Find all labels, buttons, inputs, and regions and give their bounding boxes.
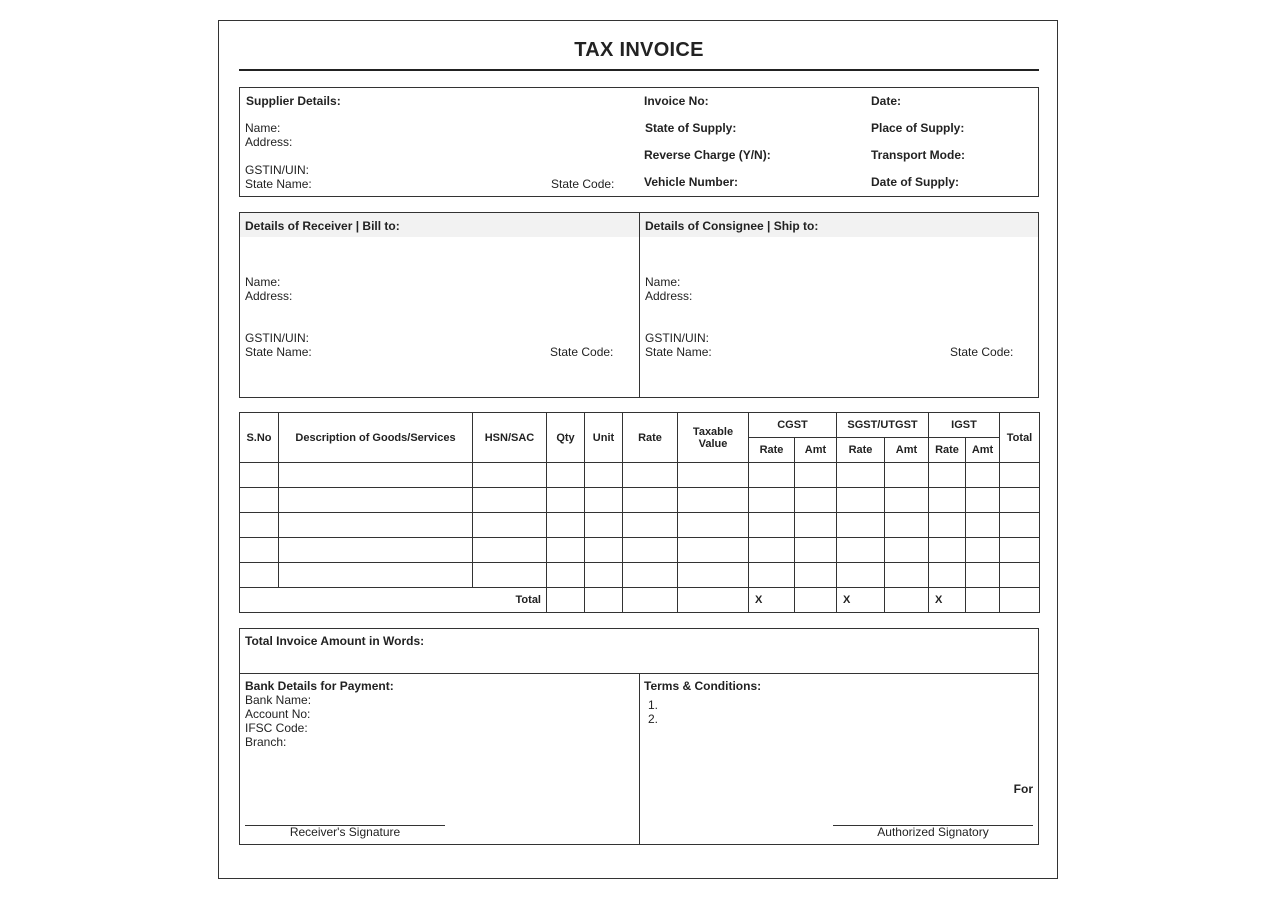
col-sno: S.No (240, 413, 279, 463)
table-cell (279, 563, 473, 588)
bank-name-label: Bank Name: (245, 693, 312, 707)
table-cell (749, 488, 795, 513)
table-cell (1000, 538, 1040, 563)
table-cell (623, 563, 678, 588)
total-rate-cell (623, 588, 678, 613)
consignee-name-label: Name: (645, 275, 681, 289)
col-sgst-rate: Rate (837, 438, 885, 463)
col-cgst-rate: Rate (749, 438, 795, 463)
account-no-label: Account No: (245, 707, 311, 721)
footer-column-divider (639, 674, 640, 844)
total-sgst-amt-cell (885, 588, 929, 613)
table-cell (795, 513, 837, 538)
col-total: Total (1000, 413, 1040, 463)
supplier-state-code-label: State Code: (551, 177, 615, 191)
table-cell (473, 513, 547, 538)
table-cell (279, 538, 473, 563)
table-cell (885, 488, 929, 513)
table-cell (929, 538, 966, 563)
item-rows (240, 463, 1040, 588)
supplier-heading: Supplier Details: (246, 94, 341, 108)
table-cell (966, 463, 1000, 488)
receiver-state-name-label: State Name: (245, 345, 312, 359)
table-cell (240, 563, 279, 588)
supplier-address-label: Address: (245, 135, 293, 149)
col-igst-amt: Amt (966, 438, 1000, 463)
supplier-gstin-label: GSTIN/UIN: (245, 163, 310, 177)
table-cell (1000, 513, 1040, 538)
table-cell (585, 513, 623, 538)
table-cell (678, 463, 749, 488)
col-sgst: SGST/UTGST (837, 413, 929, 438)
total-taxable-cell (678, 588, 749, 613)
table-cell (885, 538, 929, 563)
invoice-no-label: Invoice No: (644, 94, 709, 108)
table-cell (547, 488, 585, 513)
table-cell (240, 538, 279, 563)
total-qty-cell (547, 588, 585, 613)
column-divider (639, 213, 640, 397)
consignee-state-code-label: State Code: (950, 345, 1014, 359)
col-cgst: CGST (749, 413, 837, 438)
col-taxable-value: Taxable Value (678, 413, 749, 463)
table-row (240, 538, 1040, 563)
col-description: Description of Goods/Services (279, 413, 473, 463)
table-cell (749, 538, 795, 563)
footer-box (239, 628, 1039, 845)
cgst-x-mark: X (749, 588, 795, 613)
table-cell (585, 563, 623, 588)
receiver-signature-label: Receiver's Signature (289, 825, 401, 839)
table-cell (473, 463, 547, 488)
consignee-gstin-label: GSTIN/UIN: (645, 331, 710, 345)
bank-heading: Bank Details for Payment: (245, 679, 394, 693)
table-cell (623, 538, 678, 563)
table-cell (473, 563, 547, 588)
table-cell (795, 563, 837, 588)
place-of-supply-label: Place of Supply: (871, 121, 965, 135)
table-cell (623, 463, 678, 488)
table-cell (966, 488, 1000, 513)
consignee-address-label: Address: (645, 289, 693, 303)
table-cell (1000, 463, 1040, 488)
terms-heading: Terms & Conditions: (644, 679, 762, 693)
table-cell (279, 513, 473, 538)
table-cell (623, 513, 678, 538)
table-row (240, 563, 1040, 588)
table-cell (279, 463, 473, 488)
table-cell (837, 513, 885, 538)
table-cell (929, 488, 966, 513)
state-of-supply-label: State of Supply: (645, 121, 737, 135)
col-qty: Qty (547, 413, 585, 463)
table-cell (885, 563, 929, 588)
table-cell (240, 488, 279, 513)
col-rate: Rate (623, 413, 678, 463)
table-cell (837, 463, 885, 488)
col-igst: IGST (929, 413, 1000, 438)
table-cell (473, 538, 547, 563)
table-cell (547, 538, 585, 563)
ifsc-label: IFSC Code: (245, 721, 308, 735)
table-cell (279, 488, 473, 513)
receiver-gstin-label: GSTIN/UIN: (245, 331, 310, 345)
table-cell (678, 538, 749, 563)
table-cell (240, 513, 279, 538)
terms-item-2: 2. (648, 712, 659, 726)
table-cell (885, 463, 929, 488)
table-cell (749, 563, 795, 588)
authorized-signatory-label: Authorized Signatory (877, 825, 989, 839)
table-cell (678, 513, 749, 538)
col-cgst-amt: Amt (795, 438, 837, 463)
receiver-consignee-box (239, 212, 1039, 398)
for-label: For (1013, 782, 1033, 796)
table-cell (837, 538, 885, 563)
page-title: TAX INVOICE (574, 39, 704, 61)
table-cell (585, 463, 623, 488)
table-cell (678, 488, 749, 513)
table-cell (547, 563, 585, 588)
table-cell (837, 488, 885, 513)
table-cell (929, 463, 966, 488)
vehicle-number-label: Vehicle Number: (644, 175, 739, 189)
title-rule (239, 69, 1039, 71)
amount-in-words-heading: Total Invoice Amount in Words: (245, 634, 425, 648)
table-cell (795, 538, 837, 563)
table-row (240, 513, 1040, 538)
supplier-box (239, 87, 1039, 197)
supplier-state-name-label: State Name: (245, 177, 312, 191)
table-cell (885, 513, 929, 538)
table-cell (1000, 563, 1040, 588)
date-label: Date: (871, 94, 902, 108)
table-cell (749, 463, 795, 488)
col-unit: Unit (585, 413, 623, 463)
table-cell (1000, 488, 1040, 513)
table-cell (585, 488, 623, 513)
total-row (240, 588, 1040, 613)
consignee-state-name-label: State Name: (645, 345, 712, 359)
table-cell (795, 463, 837, 488)
total-label: Total (240, 588, 547, 613)
table-row (240, 488, 1040, 513)
col-igst-rate: Rate (929, 438, 966, 463)
table-cell (547, 513, 585, 538)
branch-label: Branch: (245, 735, 287, 749)
items-table (239, 412, 1040, 613)
table-cell (623, 488, 678, 513)
total-igst-amt-cell (966, 588, 1000, 613)
invoice-page (218, 20, 1058, 879)
col-hsn: HSN/SAC (473, 413, 547, 463)
receiver-heading: Details of Receiver | Bill to: (245, 219, 400, 233)
table-cell (837, 563, 885, 588)
table-cell (795, 488, 837, 513)
total-unit-cell (585, 588, 623, 613)
table-cell (929, 563, 966, 588)
table-cell (966, 563, 1000, 588)
table-row (240, 463, 1040, 488)
total-cgst-amt-cell (795, 588, 837, 613)
table-cell (966, 538, 1000, 563)
table-cell (678, 563, 749, 588)
consignee-heading: Details of Consignee | Ship to: (645, 219, 819, 233)
terms-item-1: 1. (648, 698, 659, 712)
table-cell (240, 463, 279, 488)
receiver-state-code-label: State Code: (550, 345, 614, 359)
receiver-name-label: Name: (245, 275, 281, 289)
reverse-charge-label: Reverse Charge (Y/N): (644, 148, 771, 162)
receiver-address-label: Address: (245, 289, 293, 303)
table-cell (547, 463, 585, 488)
table-cell (966, 513, 1000, 538)
sgst-x-mark: X (837, 588, 885, 613)
col-sgst-amt: Amt (885, 438, 929, 463)
transport-mode-label: Transport Mode: (871, 148, 966, 162)
supplier-name-label: Name: (245, 121, 281, 135)
table-cell (749, 513, 795, 538)
table-cell (585, 538, 623, 563)
table-cell (929, 513, 966, 538)
grand-total-cell (1000, 588, 1040, 613)
table-cell (473, 488, 547, 513)
date-of-supply-label: Date of Supply: (871, 175, 960, 189)
igst-x-mark: X (929, 588, 966, 613)
